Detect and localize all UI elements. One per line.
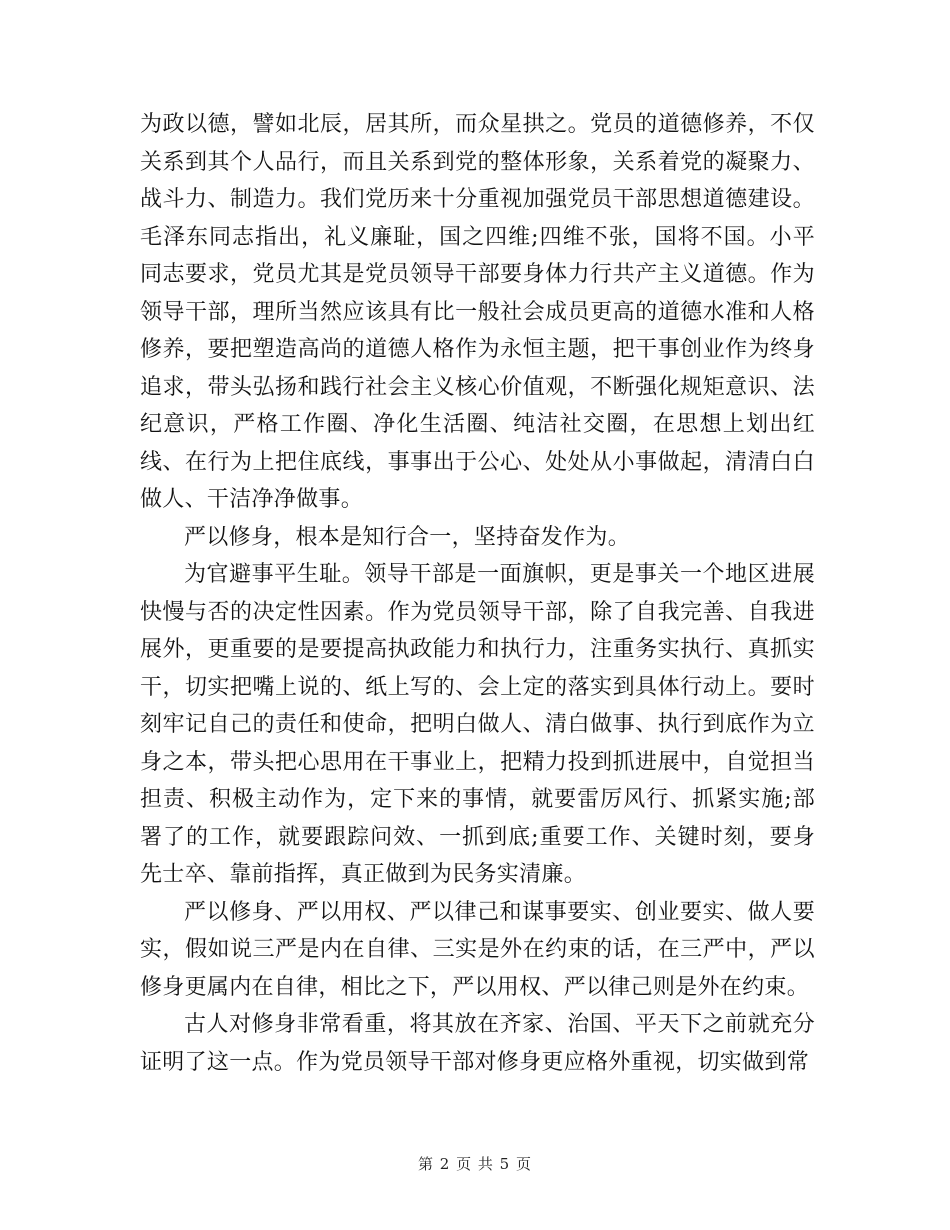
paragraph-5: 古人对修身非常看重，将其放在齐家、治国、平天下之前就充分证明了这一点。作为党员领导干部对修身更应格外重视，切实做到常 [140,1012,815,1075]
page-number-footer: 第 2 页 共 5 页 [418,1155,532,1173]
body-text [140,106,815,1081]
paragraph-1: 为政以德，譬如北辰，居其所，而众星拱之。党员的道德修养，不仅关系到其个人品行，而且关系到党的整体形象，关系着党的凝聚力、战斗力、制造力。我们党历来十分重视加强党员干部思想道德建设。毛泽东同志指出，礼义廉耻，国之四维;四维不张，国将不国。小平同志要求，党员尤其是党员领导干部要身体力行共产主义道德。作为领导干部，理所当然应该具有比一般社会成员更高的道德水准和人格修养，要把塑造高尚的道德人格作为永恒主题，把干事创业作为终身追求，带头弘扬和践行社会主义核心价值观，不断强化规矩意识、法纪意识，严格工作圈、净化生活圈、纯洁社交圈，在思想上划出红线、在行为上把住底线，事事出于公心、处处从小事做起，清清白白做人、干洁净净做事。 [140,112,815,512]
paragraph-3: 为官避事平生耻。领导干部是一面旗帜，更是事关一个地区进展快慢与否的决定性因素。作为党员领导干部，除了自我完善、自我进展外，更重要的是要提高执政能力和执行力，注重务实执行、真抓实干，切实把嘴上说的、纸上写的、会上定的落实到具体行动上。要时刻牢记自己的责任和使命，把明白做人、清白做事、执行到底作为立身之本，带头把心思用在干事业上，把精力投到抓进展中，自觉担当担责、积极主动作为，定下来的事情，就要雷厉风行、抓紧实施;部署了的工作，就要跟踪问效、一抓到底;重要工作、关键时刻，要身先士卒、靠前指挥，真正做到为民务实清廉。 [140,562,815,887]
paragraph-4: 严以修身、严以用权、严以律己和谋事要实、创业要实、做人要实，假如说三严是内在自律、三实是外在约束的话，在三严中，严以修身更属内在自律，相比之下，严以用权、严以律己则是外在约束。 [140,899,815,1000]
paragraph-2: 严以修身，根本是知行合一，坚持奋发作为。 [184,524,631,550]
